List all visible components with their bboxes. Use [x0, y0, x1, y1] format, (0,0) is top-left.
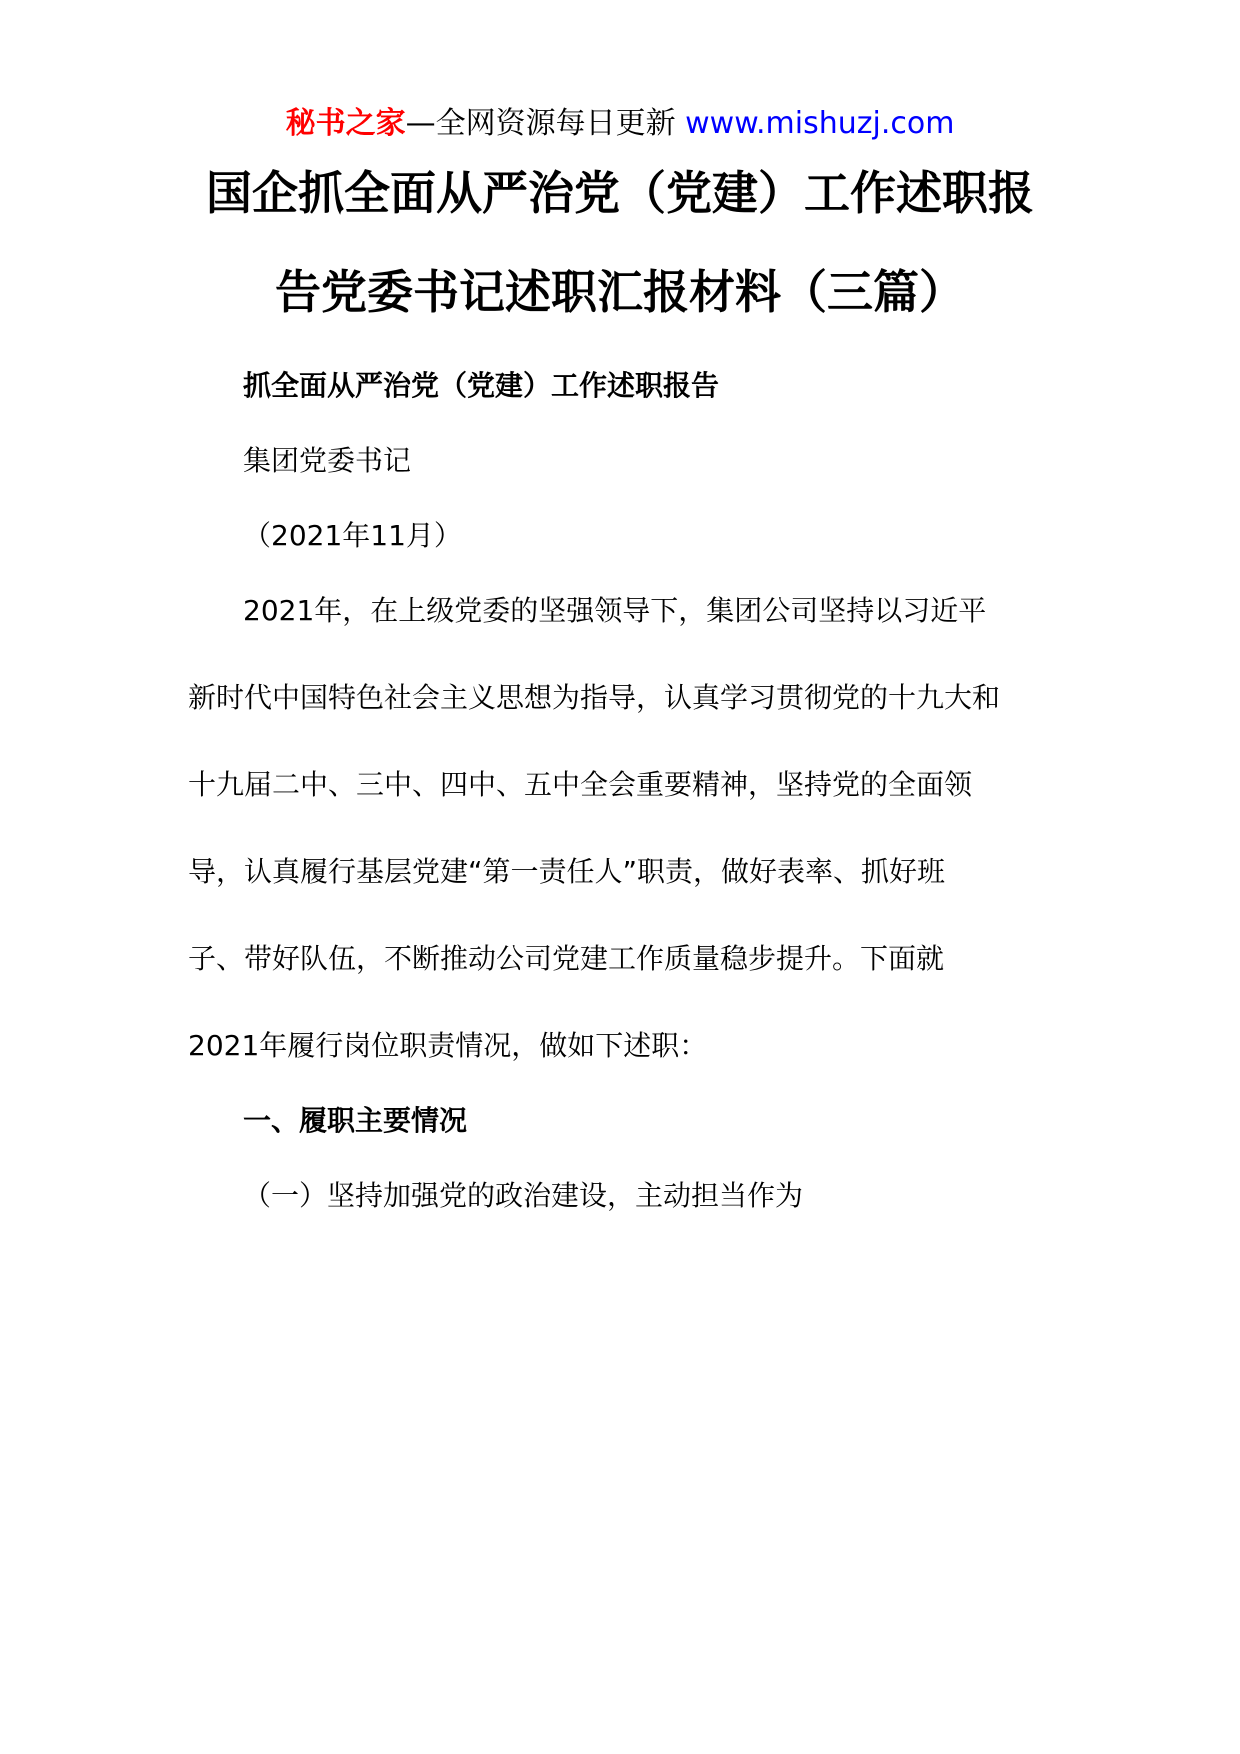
heading-1: 一、履职主要情况: [243, 1104, 468, 1137]
subheading-1: （一）坚持加强党的政治建设，主动担当作为: [243, 1179, 804, 1212]
paragraph-line: 新时代中国特色社会主义思想为指导，认真学习贯彻党的十九大和: [188, 681, 1001, 714]
paragraph-line: 2021年履行岗位职责情况，做如下述职：: [188, 1029, 708, 1062]
document-title-line-2: 告党委书记述职汇报材料（三篇）: [275, 265, 965, 319]
date-line: （2021年11月）: [243, 519, 462, 552]
paragraph-line: 十九届二中、三中、四中、五中全会重要精神，坚持党的全面领: [188, 768, 973, 801]
paragraph-line: 2021年，在上级党委的坚强领导下，集团公司坚持以习近平: [243, 594, 987, 627]
brand-name: 秘书之家: [285, 106, 406, 141]
site-slogan: —全网资源每日更新: [405, 106, 676, 141]
author-line: 集团党委书记: [243, 444, 412, 477]
site-url-link[interactable]: www.mishuzj.com: [685, 106, 955, 141]
section-title: 抓全面从严治党（党建）工作述职报告: [243, 369, 720, 402]
paragraph-line: 子、带好队伍，不断推动公司党建工作质量稳步提升。下面就: [188, 942, 945, 975]
site-header: [0, 102, 1240, 146]
paragraph-line: 导，认真履行基层党建“第一责任人”职责，做好表率、抓好班: [188, 855, 946, 888]
document-title-line-1: 国企抓全面从严治党（党建）工作述职报: [206, 166, 1034, 220]
